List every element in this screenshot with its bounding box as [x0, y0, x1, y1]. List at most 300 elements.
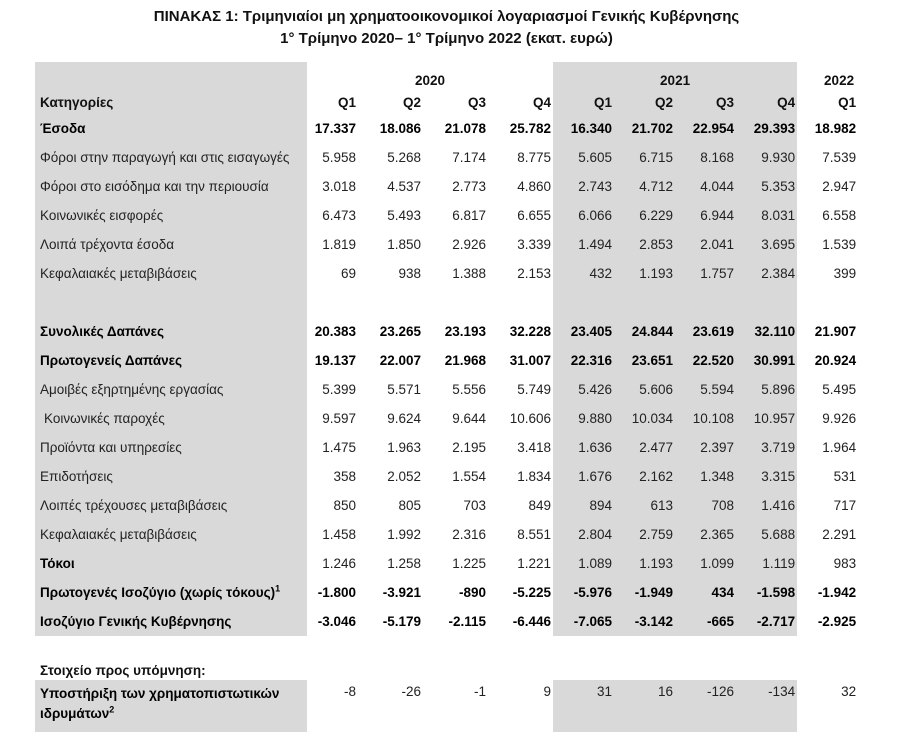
value-cell: [307, 607, 358, 636]
value-cell: [675, 462, 736, 491]
cell-value: 10.108: [692, 411, 735, 426]
cell-value: 22.316: [570, 353, 613, 368]
cell-value: -2.925: [817, 614, 857, 629]
value-cell: [614, 114, 675, 143]
row-label: Κοινωνικές παροχές: [44, 411, 165, 426]
table-row: [35, 259, 858, 288]
value-cell: [553, 462, 614, 491]
cell-value: 399: [833, 266, 857, 281]
cell-value: 2.743: [578, 179, 613, 194]
value-cell: [797, 114, 858, 143]
value-cell: [358, 375, 423, 404]
value-cell: [553, 346, 614, 375]
value-cell: [553, 578, 614, 607]
row-label: Αμοιβές εξηρτημένης εργασίας: [40, 382, 224, 397]
row-label: Πρωτογενείς Δαπάνες: [40, 353, 183, 368]
cell-value: 432: [589, 266, 613, 281]
value-cell: [358, 317, 423, 346]
value-cell: [488, 288, 553, 317]
cell-value: 5.495: [822, 382, 857, 397]
value-cell: [423, 520, 488, 549]
row-label-cell: [35, 607, 307, 636]
table-row: [35, 143, 858, 172]
cell-value: -1.942: [817, 585, 857, 600]
year-header-row: [35, 62, 858, 90]
value-cell: [307, 375, 358, 404]
cell-value: 22.954: [692, 121, 735, 136]
cell-value: 22.520: [692, 353, 735, 368]
value-cell: [488, 578, 553, 607]
year-header: 2020: [415, 73, 446, 88]
value-cell: [307, 143, 358, 172]
value-cell: [488, 491, 553, 520]
cell-value: 6.944: [700, 208, 735, 223]
cell-value: 6.715: [639, 150, 674, 165]
quarter-header: Q1: [553, 90, 614, 114]
value-cell: [614, 259, 675, 288]
table-row: [35, 201, 858, 230]
value-cell: [488, 346, 553, 375]
cell-value: 2.153: [517, 266, 552, 281]
cell-value: 1.388: [452, 266, 486, 281]
value-cell: [736, 288, 797, 317]
table-title: [35, 6, 858, 50]
row-label-cell: [35, 230, 307, 259]
value-cell: [423, 375, 488, 404]
value-cell: [675, 491, 736, 520]
cell-value: -26: [401, 684, 421, 699]
row-label: Υποστήριξη των χρηματοπιστωτικών ιδρυμάτων: [40, 686, 280, 721]
cell-value: 21.907: [814, 324, 857, 339]
value-cell: [488, 433, 553, 462]
value-cell: [358, 404, 423, 433]
value-cell: [614, 404, 675, 433]
row-label-cell: [35, 346, 307, 375]
quarter-header: Q1: [337, 94, 356, 110]
cell-value: 8.168: [700, 150, 735, 165]
value-cell: [614, 578, 675, 607]
value-cell: [797, 462, 858, 491]
value-cell: [423, 404, 488, 433]
row-label-cell: [35, 404, 307, 433]
value-cell: [614, 433, 675, 462]
gap-row: [35, 636, 858, 654]
value-cell: [797, 680, 858, 732]
value-cell: [736, 317, 797, 346]
cell-value: 20.383: [314, 324, 356, 339]
corner-cell: [35, 62, 307, 90]
value-cell: [307, 288, 358, 317]
cell-value: 2.759: [639, 527, 674, 542]
value-cell: [797, 549, 858, 578]
value-cell: [797, 259, 858, 288]
cell-value: 4.537: [387, 179, 421, 194]
value-cell: [675, 607, 736, 636]
cell-value: 805: [398, 498, 421, 513]
cell-value: 1.258: [387, 556, 421, 571]
year-header: 2021: [553, 62, 797, 90]
value-cell: [423, 288, 488, 317]
value-cell: [488, 172, 553, 201]
cell-value: 6.473: [322, 208, 356, 223]
section-header-cell: [35, 654, 858, 680]
value-cell: [797, 375, 858, 404]
cell-value: 18.982: [814, 121, 857, 136]
cell-value: 2.947: [822, 179, 857, 194]
cell-value: -665: [707, 614, 735, 629]
cell-value: 7.174: [452, 150, 486, 165]
value-cell: [675, 404, 736, 433]
cell-value: 6.229: [639, 208, 674, 223]
row-label: Κεφαλαιακές μεταβιβάσεις: [40, 266, 197, 281]
cell-value: 5.268: [387, 150, 421, 165]
value-cell: [797, 520, 858, 549]
cell-value: -5.179: [382, 614, 421, 629]
cell-value: 1.554: [452, 469, 486, 484]
value-cell: [553, 404, 614, 433]
cell-value: 531: [833, 469, 857, 484]
cell-value: 10.606: [509, 411, 552, 426]
cell-value: -126: [707, 684, 735, 699]
cell-value: 2.195: [452, 440, 486, 455]
cell-value: 2.773: [452, 179, 486, 194]
value-cell: [797, 230, 858, 259]
value-cell: [736, 462, 797, 491]
table-header: [35, 62, 858, 114]
value-cell: [797, 433, 858, 462]
cell-value: 703: [463, 498, 486, 513]
cell-value: 32.228: [509, 324, 552, 339]
cell-value: 32: [841, 684, 857, 699]
value-cell: [614, 346, 675, 375]
cell-value: 9: [543, 684, 552, 699]
value-cell: [614, 317, 675, 346]
value-cell: [358, 172, 423, 201]
value-cell: [614, 288, 675, 317]
cell-value: 849: [528, 498, 552, 513]
cell-value: 1.850: [387, 237, 421, 252]
row-label-cell: [35, 549, 307, 578]
value-cell: [307, 433, 358, 462]
value-cell: [553, 433, 614, 462]
value-cell: [423, 259, 488, 288]
row-label: Φόροι στο εισόδημα και την περιουσία: [40, 179, 269, 194]
value-cell: [423, 230, 488, 259]
cell-value: 2.052: [387, 469, 421, 484]
cell-value: 6.817: [452, 208, 486, 223]
value-cell: [797, 201, 858, 230]
cell-value: -8: [343, 684, 356, 699]
value-cell: [614, 143, 675, 172]
cell-value: 3.719: [761, 440, 796, 455]
value-cell: [358, 462, 423, 491]
row-label-cell: [35, 520, 307, 549]
row-label: Συνολικές Δαπάνες: [40, 324, 165, 339]
cell-value: 1.221: [517, 556, 552, 571]
value-cell: [797, 317, 858, 346]
value-cell: [797, 491, 858, 520]
cell-value: -2.115: [448, 614, 486, 629]
table-row: [35, 578, 858, 607]
cell-value: 17.337: [314, 121, 356, 136]
value-cell: [553, 143, 614, 172]
cell-value: 1.348: [700, 469, 735, 484]
value-cell: [488, 462, 553, 491]
cell-value: 2.041: [700, 237, 735, 252]
cell-value: 613: [650, 498, 674, 513]
value-cell: [307, 404, 358, 433]
cell-value: 2.162: [639, 469, 674, 484]
row-label-cell: [35, 578, 307, 607]
cell-value: 23.405: [570, 324, 613, 339]
value-cell: [358, 288, 423, 317]
quarter-header: Q1: [838, 94, 857, 110]
cell-value: 2.853: [639, 237, 674, 252]
row-label-cell: [35, 143, 307, 172]
cell-value: 22.007: [379, 353, 421, 368]
cell-value: -3.921: [382, 585, 421, 600]
cell-value: 1.676: [578, 469, 613, 484]
value-cell: [797, 143, 858, 172]
value-cell: [675, 433, 736, 462]
value-cell: [358, 433, 423, 462]
cell-value: 2.926: [452, 237, 486, 252]
value-cell: [675, 346, 736, 375]
spacer-row: [35, 288, 858, 317]
quarter-header-row: [35, 90, 858, 114]
fiscal-table: [35, 62, 858, 732]
value-cell: [675, 114, 736, 143]
table-row: [35, 491, 858, 520]
cell-value: 434: [711, 585, 735, 600]
cell-value: 6.558: [822, 208, 857, 223]
cell-value: 5.749: [517, 382, 552, 397]
value-cell: [675, 172, 736, 201]
table-body: [35, 114, 858, 732]
value-cell: [423, 317, 488, 346]
cell-value: -1.949: [634, 585, 674, 600]
value-cell: [736, 259, 797, 288]
cell-value: 1.636: [578, 440, 613, 455]
cell-value: 21.702: [631, 121, 674, 136]
value-cell: [307, 172, 358, 201]
cell-value: 5.958: [322, 150, 356, 165]
value-cell: [797, 607, 858, 636]
cell-value: 18.086: [379, 121, 421, 136]
cell-value: 2.397: [700, 440, 735, 455]
cell-value: 9.926: [822, 411, 857, 426]
value-cell: [423, 172, 488, 201]
value-cell: [307, 578, 358, 607]
section-header-row: [35, 654, 858, 680]
cell-value: 5.399: [322, 382, 356, 397]
cell-value: 1.193: [639, 266, 674, 281]
cell-value: 1.416: [761, 498, 796, 513]
value-cell: [736, 201, 797, 230]
cell-value: -1: [473, 684, 486, 699]
cell-value: 5.594: [700, 382, 735, 397]
value-cell: [488, 114, 553, 143]
value-cell: [307, 114, 358, 143]
cell-value: 708: [711, 498, 735, 513]
value-cell: [553, 317, 614, 346]
value-cell: [358, 346, 423, 375]
value-cell: [358, 680, 423, 732]
value-cell: [488, 317, 553, 346]
table-row: [35, 680, 858, 732]
cell-value: 1.089: [578, 556, 613, 571]
value-cell: [553, 259, 614, 288]
table-row: [35, 462, 858, 491]
row-label: Λοιπά τρέχοντα έσοδα: [40, 237, 175, 252]
value-cell: [423, 201, 488, 230]
cell-value: 3.315: [761, 469, 796, 484]
cell-value: 21.968: [444, 353, 486, 368]
value-cell: [488, 259, 553, 288]
cell-value: -134: [768, 684, 796, 699]
value-cell: [675, 143, 736, 172]
cell-value: 16.340: [570, 121, 613, 136]
row-label: Κεφαλαιακές μεταβιβάσεις: [40, 527, 197, 542]
value-cell: [358, 230, 423, 259]
value-cell: [423, 346, 488, 375]
cell-value: 3.018: [322, 179, 356, 194]
value-cell: [553, 680, 614, 732]
value-cell: [307, 346, 358, 375]
cell-value: 9.644: [452, 411, 486, 426]
row-label-cell: [35, 317, 307, 346]
value-cell: [736, 578, 797, 607]
cell-value: 20.924: [814, 353, 857, 368]
cell-value: 6.655: [517, 208, 552, 223]
cell-value: 2.384: [761, 266, 796, 281]
cell-value: 1.992: [387, 527, 421, 542]
cell-value: 29.393: [753, 121, 796, 136]
value-cell: [614, 607, 675, 636]
cell-value: 5.605: [578, 150, 613, 165]
cell-value: 3.695: [761, 237, 796, 252]
value-cell: [553, 520, 614, 549]
value-cell: [488, 201, 553, 230]
value-cell: [307, 259, 358, 288]
row-label-cell: [35, 114, 307, 143]
cell-value: 2.291: [822, 527, 857, 542]
cell-value: 31.007: [509, 353, 552, 368]
value-cell: [307, 520, 358, 549]
cell-value: 983: [833, 556, 857, 571]
cell-value: 24.844: [631, 324, 674, 339]
cell-value: 5.493: [387, 208, 421, 223]
cell-value: 5.353: [761, 179, 796, 194]
cell-value: 8.775: [517, 150, 552, 165]
value-cell: [797, 578, 858, 607]
cell-value: 5.606: [639, 382, 674, 397]
value-cell: [488, 143, 553, 172]
cell-value: 4.712: [639, 179, 674, 194]
value-cell: [675, 230, 736, 259]
cell-value: 21.078: [444, 121, 486, 136]
cell-value: 1.963: [387, 440, 421, 455]
row-label-cell: [35, 172, 307, 201]
cell-value: 4.044: [700, 179, 735, 194]
value-cell: [423, 433, 488, 462]
cell-value: 2.316: [452, 527, 486, 542]
value-cell: [553, 230, 614, 259]
table-row: [35, 114, 858, 143]
value-cell: [614, 230, 675, 259]
value-cell: [614, 491, 675, 520]
value-cell: [736, 143, 797, 172]
cell-value: 6.066: [578, 208, 613, 223]
row-label: Κοινωνικές εισφορές: [40, 208, 164, 223]
value-cell: [488, 549, 553, 578]
cell-value: 5.896: [761, 382, 796, 397]
value-cell: [675, 317, 736, 346]
cell-value: 3.339: [517, 237, 552, 252]
value-cell: [423, 143, 488, 172]
row-label-cell: [35, 433, 307, 462]
value-cell: [358, 578, 423, 607]
value-cell: [675, 680, 736, 732]
value-cell: [307, 201, 358, 230]
table-row: [35, 549, 858, 578]
cell-value: 4.860: [517, 179, 552, 194]
cell-value: 9.930: [761, 150, 796, 165]
cell-value: 25.782: [509, 121, 552, 136]
cell-value: 938: [398, 266, 421, 281]
table-row: [35, 346, 858, 375]
value-cell: [553, 375, 614, 404]
value-cell: [488, 375, 553, 404]
cell-value: 2.365: [700, 527, 735, 542]
value-cell: [736, 404, 797, 433]
value-cell: [797, 172, 858, 201]
row-label: Πρωτογενές Ισοζύγιο (χωρίς τόκους): [40, 585, 276, 600]
value-cell: [423, 491, 488, 520]
value-cell: [736, 491, 797, 520]
value-cell: [675, 201, 736, 230]
year-header: 2022: [824, 73, 855, 88]
footnote-marker: 2: [109, 704, 115, 715]
quarter-header: Q2: [614, 90, 675, 114]
value-cell: [614, 520, 675, 549]
cell-value: -1.598: [756, 585, 796, 600]
cell-value: -6.446: [512, 614, 552, 629]
cell-value: 23.651: [631, 353, 674, 368]
value-cell: [358, 201, 423, 230]
quarter-header: Q3: [467, 94, 486, 110]
table-row: [35, 172, 858, 201]
cell-value: 2.477: [639, 440, 674, 455]
value-cell: [358, 520, 423, 549]
value-cell: [423, 462, 488, 491]
value-cell: [797, 346, 858, 375]
cell-value: -7.065: [573, 614, 613, 629]
cell-value: 5.688: [761, 527, 796, 542]
cell-value: 5.571: [387, 382, 421, 397]
row-label: Τόκοι: [40, 556, 75, 571]
value-cell: [423, 680, 488, 732]
value-cell: [736, 346, 797, 375]
cell-value: 30.991: [753, 353, 796, 368]
quarter-header: Q4: [736, 90, 797, 114]
cell-value: 894: [589, 498, 613, 513]
cell-value: 3.418: [517, 440, 552, 455]
value-cell: [675, 288, 736, 317]
cell-value: 69: [340, 266, 356, 281]
row-label: Επιδοτήσεις: [40, 469, 113, 484]
cell-value: 717: [833, 498, 857, 513]
